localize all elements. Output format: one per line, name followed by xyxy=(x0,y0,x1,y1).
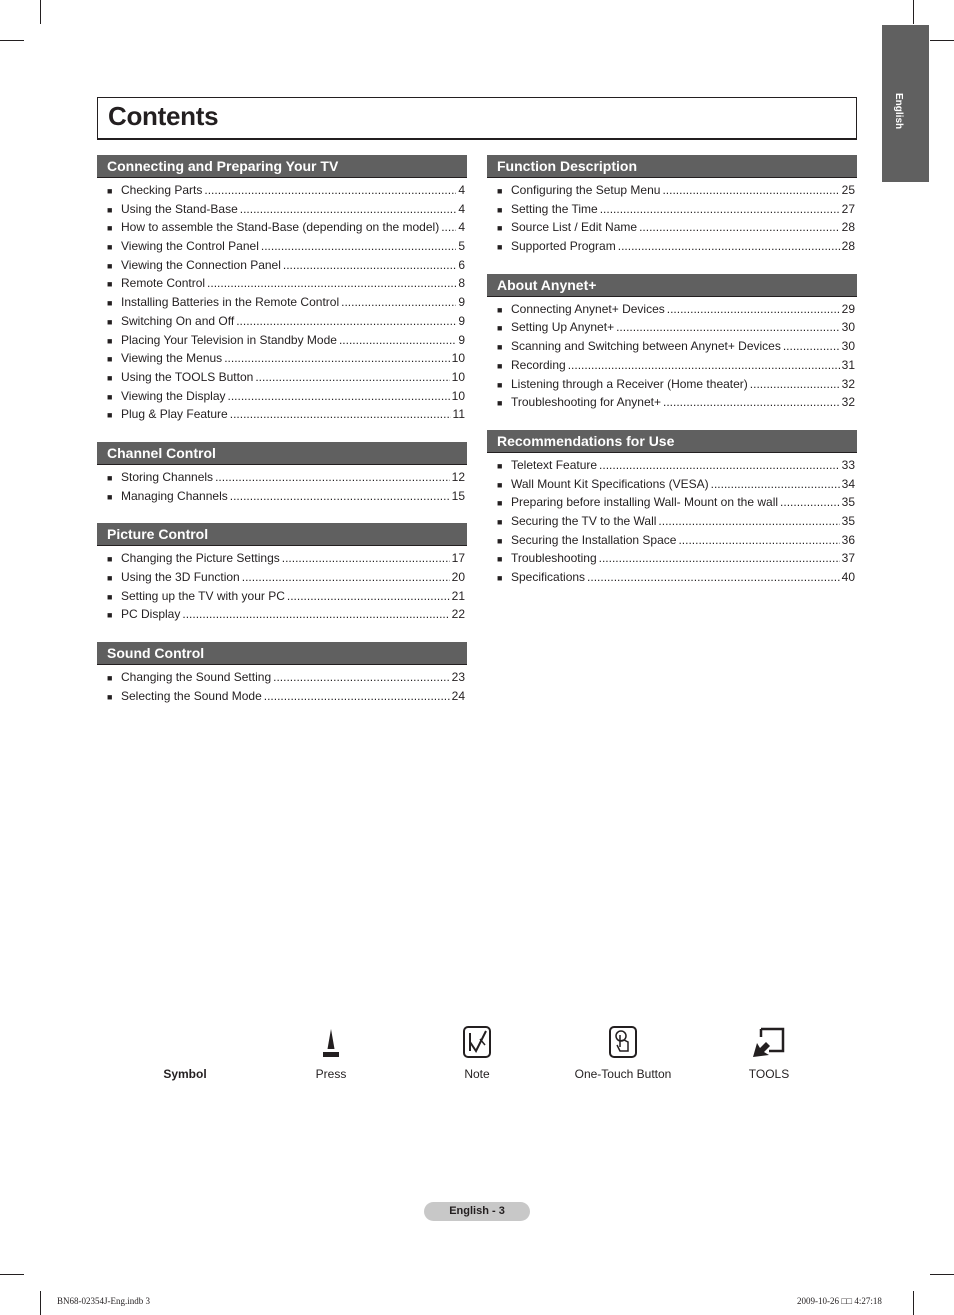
bullet-icon: ■ xyxy=(497,554,503,565)
dot-leader xyxy=(662,181,839,200)
toc-entry-label: Securing the TV to the Wall xyxy=(511,513,657,528)
language-side-tab xyxy=(882,25,929,182)
dot-leader xyxy=(339,331,456,350)
toc-entry-label: Changing the Sound Setting xyxy=(121,670,272,685)
bullet-icon: ■ xyxy=(497,398,503,409)
section-heading: Function Description xyxy=(487,155,857,178)
section-heading: About Anynet+ xyxy=(487,274,857,297)
symbol-caption: Note xyxy=(464,1067,490,1081)
toc-entry-page: 8 xyxy=(458,276,465,291)
dot-leader xyxy=(341,293,456,312)
toc-list xyxy=(487,300,857,412)
dot-leader xyxy=(441,218,456,237)
toc-entry[interactable] xyxy=(97,331,467,350)
crop-mark xyxy=(930,40,954,41)
dot-leader xyxy=(599,456,840,475)
toc-entry-page: 4 xyxy=(458,183,465,197)
toc-entry[interactable] xyxy=(487,181,857,200)
symbol-one-touch xyxy=(558,1015,688,1081)
bullet-icon: ■ xyxy=(107,391,113,402)
toc-entry[interactable] xyxy=(487,356,857,375)
dot-leader xyxy=(264,687,450,706)
toc-list xyxy=(97,181,467,424)
tools-icon xyxy=(751,1025,787,1059)
toc-entry-page: 20 xyxy=(451,570,465,584)
bullet-icon: ■ xyxy=(107,242,113,253)
toc-entry[interactable] xyxy=(487,475,857,494)
toc-entry-page: 5 xyxy=(458,239,465,254)
toc-entry-label: Supported Program xyxy=(511,239,616,254)
toc-entry-label: Viewing the Control Panel xyxy=(121,239,259,254)
one-touch-button-icon xyxy=(608,1025,638,1059)
toc-entry[interactable] xyxy=(97,468,467,487)
dot-leader xyxy=(283,256,456,275)
toc-entry-page: 34 xyxy=(841,476,855,491)
toc-entry[interactable] xyxy=(97,312,467,331)
toc-entry-label: Listening through a Receiver (Home theater) xyxy=(511,376,748,391)
toc-entry-label: Connecting Anynet+ Devices xyxy=(511,301,665,316)
toc-list xyxy=(97,668,467,705)
toc-entry-page: 31 xyxy=(841,357,855,372)
symbol-caption: TOOLS xyxy=(748,1067,790,1081)
dot-leader xyxy=(711,475,840,494)
toc-entry[interactable] xyxy=(97,605,467,624)
bullet-icon: ■ xyxy=(107,223,113,234)
toc-entry-page: 27 xyxy=(841,201,855,216)
symbol-caption: One-Touch Button xyxy=(574,1067,672,1081)
dot-leader xyxy=(287,587,450,606)
bullet-icon: ■ xyxy=(107,260,113,271)
toc-entry[interactable] xyxy=(487,337,857,356)
bullet-icon: ■ xyxy=(497,573,503,583)
toc-entry-label: Setting the Time xyxy=(511,201,598,216)
toc-section xyxy=(97,523,467,624)
toc-entry-page: 10 xyxy=(451,388,465,403)
toc-entry-page: 28 xyxy=(841,239,855,254)
toc-entry-label: Changing the Picture Settings xyxy=(121,551,280,566)
toc-entry-label: Configuring the Setup Menu xyxy=(511,183,661,197)
dot-leader xyxy=(215,468,450,487)
toc-entry[interactable] xyxy=(97,668,467,687)
toc-entry[interactable] xyxy=(97,237,467,256)
toc-entry[interactable] xyxy=(97,687,467,706)
toc-entry-label: Viewing the Connection Panel xyxy=(121,257,281,272)
symbol-caption: Press xyxy=(315,1067,347,1081)
toc-entry-label: Switching On and Off xyxy=(121,313,235,328)
section-heading: Sound Control xyxy=(97,642,467,665)
toc-entry-label: Troubleshooting for Anynet+ xyxy=(511,395,661,410)
symbol-press xyxy=(266,1015,396,1081)
toc-entry-label: Placing Your Television in Standby Mode xyxy=(121,332,337,347)
toc-entry-page: 24 xyxy=(451,688,465,703)
dot-leader xyxy=(230,405,451,424)
toc-entry-page: 32 xyxy=(841,376,855,391)
bullet-icon: ■ xyxy=(107,298,113,309)
dot-leader xyxy=(228,387,450,406)
toc-list xyxy=(97,549,467,624)
toc-entry-page: 40 xyxy=(841,570,855,584)
dot-leader xyxy=(750,375,840,394)
toc-entry-label: Specifications xyxy=(511,570,586,584)
toc-entry-page: 37 xyxy=(841,551,855,566)
toc-entry-page: 30 xyxy=(841,339,855,354)
dot-leader xyxy=(255,368,449,387)
toc-entry-page: 33 xyxy=(841,457,855,472)
bullet-icon: ■ xyxy=(107,573,113,583)
symbol-tools xyxy=(704,1015,834,1081)
language-tab-label: English xyxy=(893,93,904,130)
toc-section xyxy=(487,155,857,256)
toc-entry-label: Using the TOOLS Button xyxy=(121,369,254,384)
bullet-icon: ■ xyxy=(497,304,503,315)
toc-entry[interactable] xyxy=(97,349,467,368)
toc-entry[interactable] xyxy=(97,405,467,424)
toc-entry-label: Selecting the Sound Mode xyxy=(121,688,262,703)
toc-entry-label: Installing Batteries in the Remote Control xyxy=(121,295,340,310)
crop-mark xyxy=(913,1291,914,1315)
bullet-icon: ■ xyxy=(107,673,113,684)
bullet-icon: ■ xyxy=(497,223,503,234)
left-column xyxy=(97,155,467,723)
bullet-icon: ■ xyxy=(107,279,113,290)
bullet-icon: ■ xyxy=(107,410,113,421)
crop-mark xyxy=(0,1274,24,1275)
toc-entry-label: Preparing before installing Wall- Mount on the wall xyxy=(511,495,779,510)
bullet-icon: ■ xyxy=(497,204,503,215)
file-slug: BN68-02354J-Eng.indb 3 xyxy=(57,1296,150,1306)
toc-entry-page: 17 xyxy=(451,551,465,566)
toc-entry[interactable] xyxy=(97,568,467,587)
toc-entry-label: Recording xyxy=(511,357,566,372)
symbol-legend-label: Symbol xyxy=(163,1067,207,1081)
bullet-icon: ■ xyxy=(497,242,503,253)
toc-entry-page: 35 xyxy=(841,513,855,528)
bullet-icon: ■ xyxy=(107,610,113,621)
toc-entry-label: Wall Mount Kit Specifications (VESA) xyxy=(511,476,709,491)
toc-entry-page: 21 xyxy=(451,588,465,603)
toc-entry[interactable] xyxy=(487,237,857,256)
bullet-icon: ■ xyxy=(107,316,113,327)
toc-entry-label: Checking Parts xyxy=(121,183,203,197)
toc-entry-page: 4 xyxy=(458,201,465,216)
dot-leader xyxy=(616,318,840,337)
dot-leader xyxy=(282,549,450,568)
bullet-icon: ■ xyxy=(107,491,113,502)
dot-leader xyxy=(618,237,840,256)
toc-entry-label: Troubleshooting xyxy=(511,551,597,566)
toc-entry-label: Teletext Feature xyxy=(511,457,598,472)
toc-entry[interactable] xyxy=(487,218,857,237)
toc-entry[interactable] xyxy=(487,318,857,337)
toc-list xyxy=(487,181,857,256)
toc-entry[interactable] xyxy=(487,300,857,319)
date-slug: 2009-10-26 □□ 4:27:18 xyxy=(797,1296,882,1306)
toc-entry-label: Scanning and Switching between Anynet+ Devices xyxy=(511,339,781,354)
dot-leader xyxy=(236,312,456,331)
bullet-icon: ■ xyxy=(107,372,113,383)
toc-entry-label: Source List / Edit Name xyxy=(511,220,638,235)
dot-leader xyxy=(678,531,839,550)
toc-entry-page: 29 xyxy=(841,301,855,316)
bullet-icon: ■ xyxy=(497,498,503,509)
bullet-icon: ■ xyxy=(497,342,503,353)
toc-entry-label: How to assemble the Stand-Base (depending on the model) xyxy=(121,220,440,235)
toc-entry-page: 23 xyxy=(451,670,465,685)
toc-entry-page: 32 xyxy=(841,395,855,410)
crop-mark xyxy=(40,0,41,24)
bullet-icon: ■ xyxy=(107,354,113,365)
toc-entry-page: 36 xyxy=(841,532,855,547)
section-heading: Recommendations for Use xyxy=(487,430,857,453)
toc-entry[interactable] xyxy=(487,549,857,568)
toc-entry[interactable] xyxy=(97,181,467,200)
bullet-icon: ■ xyxy=(497,460,503,471)
crop-mark xyxy=(913,0,914,24)
toc-entry[interactable] xyxy=(487,393,857,412)
dot-leader xyxy=(658,512,839,531)
toc-list xyxy=(97,468,467,505)
dot-leader xyxy=(230,487,450,506)
toc-entry[interactable] xyxy=(487,568,857,587)
toc-entry[interactable] xyxy=(97,200,467,219)
section-heading: Connecting and Preparing Your TV xyxy=(97,155,467,178)
toc-entry-label: Plug & Play Feature xyxy=(121,407,228,422)
toc-entry-page: 35 xyxy=(841,495,855,510)
crop-mark xyxy=(0,40,24,41)
bullet-icon: ■ xyxy=(497,186,503,196)
crop-mark xyxy=(40,1291,41,1315)
section-heading: Channel Control xyxy=(97,442,467,465)
toc-entry[interactable] xyxy=(97,549,467,568)
toc-entry-page: 12 xyxy=(451,469,465,484)
section-heading: Picture Control xyxy=(97,523,467,546)
toc-entry[interactable] xyxy=(97,218,467,237)
note-icon xyxy=(462,1025,492,1059)
toc-section xyxy=(97,155,467,424)
toc-entry-label: Using the 3D Function xyxy=(121,570,240,584)
bullet-icon: ■ xyxy=(497,323,503,334)
toc-entry-label: Viewing the Display xyxy=(121,388,226,403)
toc-entry-page: 10 xyxy=(451,369,465,384)
dot-leader xyxy=(240,200,457,219)
toc-entry-label: Securing the Installation Space xyxy=(511,532,677,547)
dot-leader xyxy=(663,393,840,412)
bullet-icon: ■ xyxy=(497,379,503,390)
toc-entry-page: 22 xyxy=(451,607,465,622)
bullet-icon: ■ xyxy=(107,554,113,565)
toc-entry-page: 9 xyxy=(458,295,465,310)
toc-entry[interactable] xyxy=(97,368,467,387)
symbol-note xyxy=(412,1015,542,1081)
toc-entry[interactable] xyxy=(487,200,857,219)
dot-leader xyxy=(667,300,840,319)
bullet-icon: ■ xyxy=(497,535,503,546)
crop-mark xyxy=(930,1274,954,1275)
toc-section xyxy=(97,642,467,705)
toc-entry-page: 4 xyxy=(458,220,465,235)
toc-entry[interactable] xyxy=(97,274,467,293)
dot-leader xyxy=(242,568,450,587)
bullet-icon: ■ xyxy=(107,186,113,196)
toc-entry-label: PC Display xyxy=(121,607,181,622)
dot-leader xyxy=(780,493,840,512)
bullet-icon: ■ xyxy=(107,204,113,215)
toc-entry[interactable] xyxy=(487,375,857,394)
toc-entry-page: 6 xyxy=(458,257,465,272)
toc-section xyxy=(97,442,467,505)
toc-entry-page: 11 xyxy=(452,407,465,422)
toc-entry[interactable] xyxy=(97,293,467,312)
symbol-legend xyxy=(0,1015,954,1095)
dot-leader xyxy=(207,274,456,293)
page-number-badge: English - 3 xyxy=(424,1202,530,1221)
page-title-box xyxy=(97,97,857,140)
dot-leader xyxy=(273,668,450,687)
toc-list xyxy=(487,456,857,587)
dot-leader xyxy=(599,549,840,568)
dot-leader xyxy=(224,349,449,368)
toc-entry[interactable] xyxy=(487,456,857,475)
bullet-icon: ■ xyxy=(107,472,113,483)
dot-leader xyxy=(783,337,840,356)
toc-entry-label: Managing Channels xyxy=(121,488,228,503)
toc-entry-label: Storing Channels xyxy=(121,469,214,484)
bullet-icon: ■ xyxy=(497,479,503,490)
toc-entry-page: 25 xyxy=(841,183,855,197)
toc-entry-label: Setting up the TV with your PC xyxy=(121,588,285,603)
toc-entry[interactable] xyxy=(97,256,467,275)
toc-entry[interactable] xyxy=(97,487,467,506)
dot-leader xyxy=(204,181,456,200)
dot-leader xyxy=(639,218,840,237)
toc-entry[interactable] xyxy=(487,493,857,512)
bullet-icon: ■ xyxy=(107,591,113,602)
toc-entry[interactable] xyxy=(487,512,857,531)
toc-entry[interactable] xyxy=(97,587,467,606)
toc-section xyxy=(487,274,857,412)
toc-section xyxy=(487,430,857,587)
page-title: Contents xyxy=(108,101,219,131)
bullet-icon: ■ xyxy=(497,516,503,527)
toc-entry-label: Viewing the Menus xyxy=(121,351,223,366)
toc-entry-page: 30 xyxy=(841,320,855,335)
toc-entry[interactable] xyxy=(97,387,467,406)
right-column xyxy=(487,155,857,605)
toc-entry-label: Setting Up Anynet+ xyxy=(511,320,615,335)
toc-entry-page: 28 xyxy=(841,220,855,235)
toc-entry-label: Remote Control xyxy=(121,276,206,291)
bullet-icon: ■ xyxy=(107,691,113,702)
press-icon xyxy=(321,1027,341,1059)
dot-leader xyxy=(568,356,840,375)
dot-leader xyxy=(587,568,840,587)
toc-entry[interactable] xyxy=(487,531,857,550)
dot-leader xyxy=(600,200,840,219)
dot-leader xyxy=(261,237,456,256)
toc-entry-page: 10 xyxy=(451,351,465,366)
toc-entry-page: 15 xyxy=(451,488,465,503)
toc-entry-page: 9 xyxy=(458,332,465,347)
dot-leader xyxy=(182,605,449,624)
toc-entry-page: 9 xyxy=(458,313,465,328)
bullet-icon: ■ xyxy=(107,335,113,346)
bullet-icon: ■ xyxy=(497,360,503,371)
toc-entry-label: Using the Stand-Base xyxy=(121,201,238,216)
